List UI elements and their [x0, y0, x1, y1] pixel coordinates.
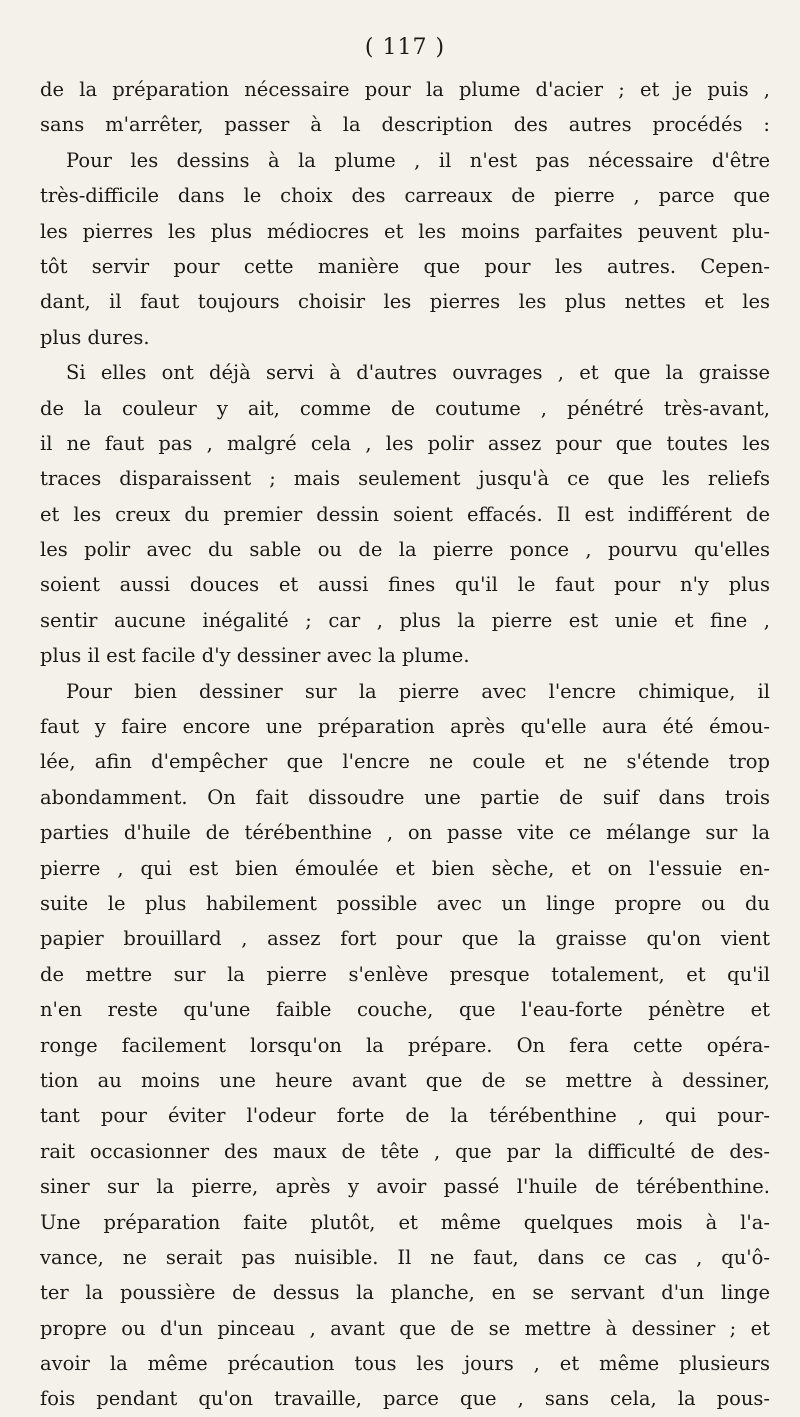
text-line: avoir la même précaution tous les jours , et même plusieurs [40, 1352, 770, 1376]
text-line: propre ou d'un pinceau , avant que de se mettre à dessiner ; et [40, 1316, 770, 1340]
text-line: les pierres les plus médiocres et les moins parfaites peuvent plu- [40, 219, 770, 243]
text-line: tant pour éviter l'odeur forte de la térébenthine , qui pour- [40, 1104, 770, 1128]
text-line: plus il est facile d'y dessiner avec la plume. [40, 644, 470, 668]
text-line: et les creux du premier dessin soient effacés. Il est indifférent de [40, 502, 770, 526]
text-line: soient aussi douces et aussi fines qu'il le faut pour n'y plus [40, 573, 770, 597]
text-line: plus dures. [40, 325, 150, 349]
text-line: de la préparation nécessaire pour la plume d'acier ; et je puis , [40, 78, 770, 101]
text-line: pierre , qui est bien émoulée et bien sèche, et on l'essuie en- [40, 856, 770, 880]
text-line: les polir avec du sable ou de la pierre ponce , pourvu qu'elles [40, 538, 770, 562]
text-line: faut y faire encore une préparation après qu'elle aura été émou- [40, 715, 770, 739]
text-line: siner sur la pierre, après y avoir passé l'huile de térébenthine. [40, 1175, 770, 1199]
text-line: Pour les dessins à la plume , il n'est pas nécessaire d'être [66, 148, 770, 172]
body-text [40, 72, 770, 1417]
text-line: de la couleur y ait, comme de coutume , pénétré très-avant, [40, 396, 770, 420]
text-line: ter la poussière de dessus la planche, en se servant d'un linge [40, 1281, 770, 1305]
text-line: rait occasionner des maux de tête , que par la difficulté de des- [40, 1139, 770, 1163]
text-line: Si elles ont déjà servi à d'autres ouvrages , et que la graisse [66, 361, 770, 385]
text-line: il ne faut pas , malgré cela , les polir assez pour que toutes les [40, 431, 770, 455]
text-line: tôt servir pour cette manière que pour les autres. Cepen- [40, 254, 770, 278]
text-line: suite le plus habilement possible avec un linge propre ou du [40, 891, 770, 915]
text-line: n'en reste qu'une faible couche, que l'eau-forte pénètre et [40, 998, 770, 1022]
text-line: Une préparation faite plutôt, et même quelques mois à l'a- [40, 1210, 770, 1234]
text-line: de mettre sur la pierre s'enlève presque totalement, et qu'il [40, 962, 770, 986]
text-line: sentir aucune inégalité ; car , plus la pierre est unie et fine , [40, 608, 770, 632]
text-line: traces disparaissent ; mais seulement jusqu'à ce que les reliefs [40, 467, 770, 491]
text-line: tion au moins une heure avant que de se mettre à dessiner, [40, 1068, 770, 1092]
text-line: Pour bien dessiner sur la pierre avec l'encre chimique, il [66, 679, 770, 703]
text-line: parties d'huile de térébenthine , on passe vite ce mélange sur la [40, 821, 770, 845]
text-line: vance, ne serait pas nuisible. Il ne faut, dans ce cas , qu'ô- [40, 1245, 770, 1269]
page-number: ( 117 ) [364, 35, 446, 60]
text-line: papier brouillard , assez fort pour que la graisse qu'on vient [40, 927, 770, 951]
text-line: abondamment. On fait dissoudre une partie de suif dans trois [40, 785, 770, 809]
text-line: très-difficile dans le choix des carreaux de pierre , parce que [40, 184, 770, 208]
text-line: lée, afin d'empêcher que l'encre ne coule et ne s'étende trop [40, 750, 770, 774]
text-line: dant, il faut toujours choisir les pierres les plus nettes et les [40, 290, 770, 314]
text-line: sans m'arrêter, passer à la description des autres procédés : [40, 113, 770, 137]
text-line: fois pendant qu'on travaille, parce que , sans cela, la pous- [40, 1387, 770, 1411]
text-line: ronge facilement lorsqu'on la prépare. On fera cette opéra- [40, 1033, 770, 1057]
